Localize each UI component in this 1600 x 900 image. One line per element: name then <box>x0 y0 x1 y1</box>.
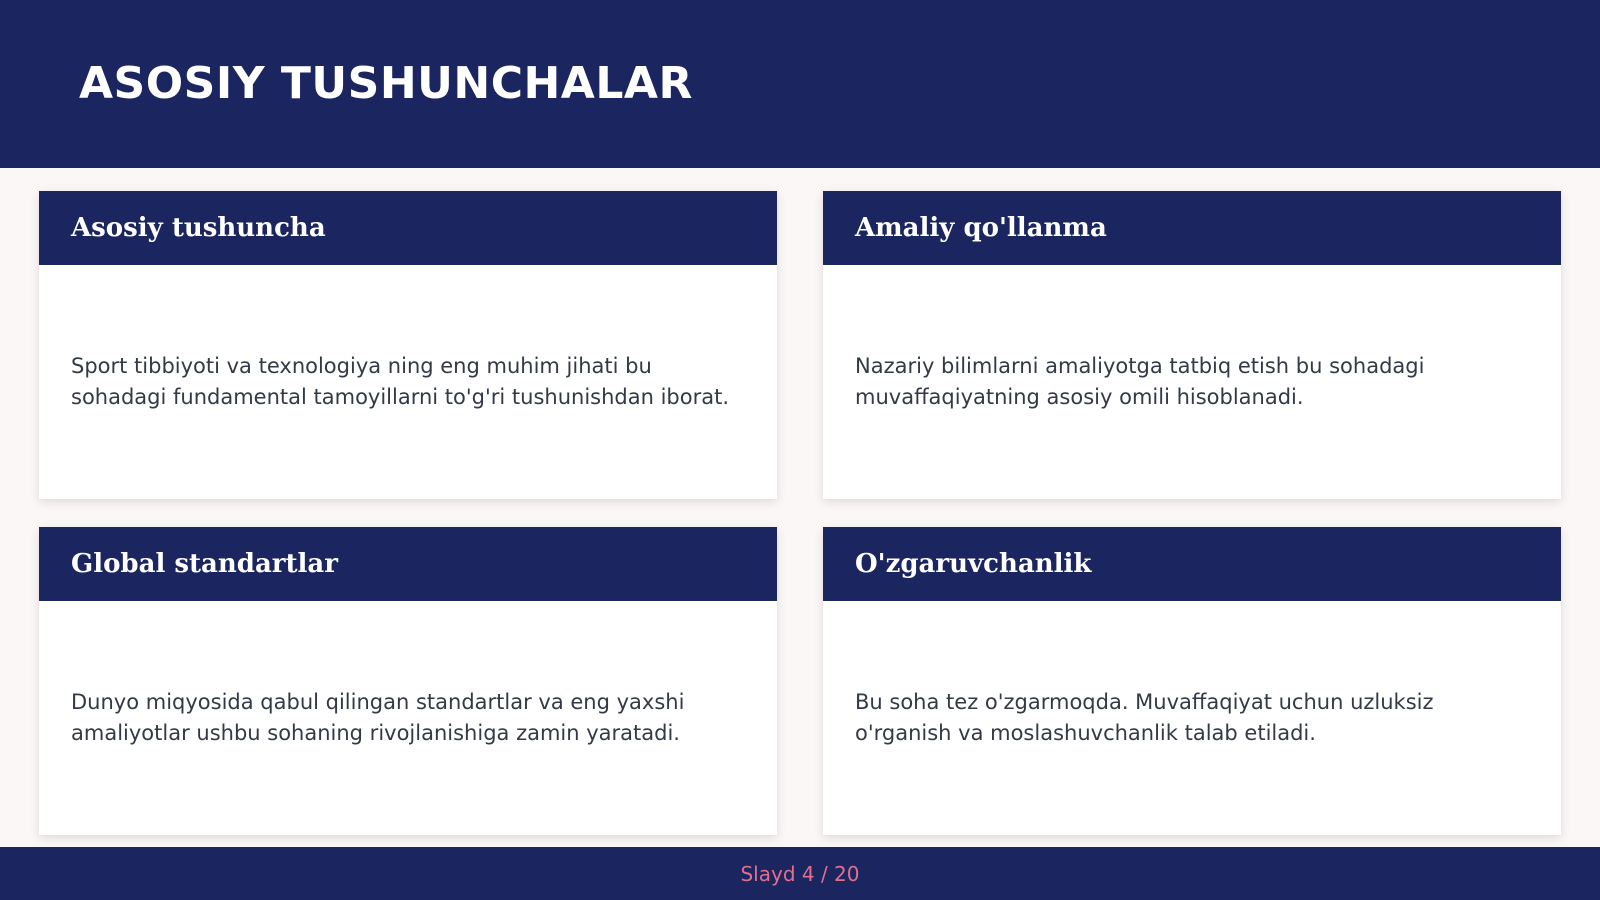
card-text: Dunyo miqyosida qabul qilingan standartlar va eng yaxshi amaliyotlar ushbu sohaning rivojlanishiga zamin yaratadi. <box>71 690 685 745</box>
card-body <box>855 265 1529 499</box>
card-header <box>39 527 777 601</box>
card-amaliy-qollanma <box>823 191 1561 499</box>
card-title: Amaliy qo'llanma <box>855 213 1107 243</box>
card-header <box>39 191 777 265</box>
card-text: Bu soha tez o'zgarmoqda. Muvaffaqiyat uchun uzluksiz o'rganish va moslashuvchanlik talab etiladi. <box>855 690 1434 745</box>
card-text: Sport tibbiyoti va texnologiya ning eng muhim jihati bu sohadagi fundamental tamoyillarni to'g'ri tushunishdan iborat. <box>71 354 730 409</box>
card-header <box>823 191 1561 265</box>
slide-footer <box>0 847 1600 900</box>
card-body <box>71 265 745 499</box>
page-title: ASOSIY TUSHUNCHALAR <box>79 58 693 109</box>
card-title: O'zgaruvchanlik <box>855 549 1092 579</box>
card-global-standartlar <box>39 527 777 835</box>
card-body <box>71 601 745 835</box>
slide-counter: Slayd 4 / 20 <box>740 861 860 886</box>
card-title: Asosiy tushuncha <box>71 213 326 243</box>
card-ozgaruvchanlik <box>823 527 1561 835</box>
card-asosiy-tushuncha <box>39 191 777 499</box>
card-title: Global standartlar <box>71 549 338 579</box>
slide-header <box>0 0 1600 168</box>
card-header <box>823 527 1561 601</box>
card-body <box>855 601 1529 835</box>
card-text: Nazariy bilimlarni amaliyotga tatbiq etish bu sohadagi muvaffaqiyatning asosiy omili hisoblanadi. <box>855 354 1425 409</box>
